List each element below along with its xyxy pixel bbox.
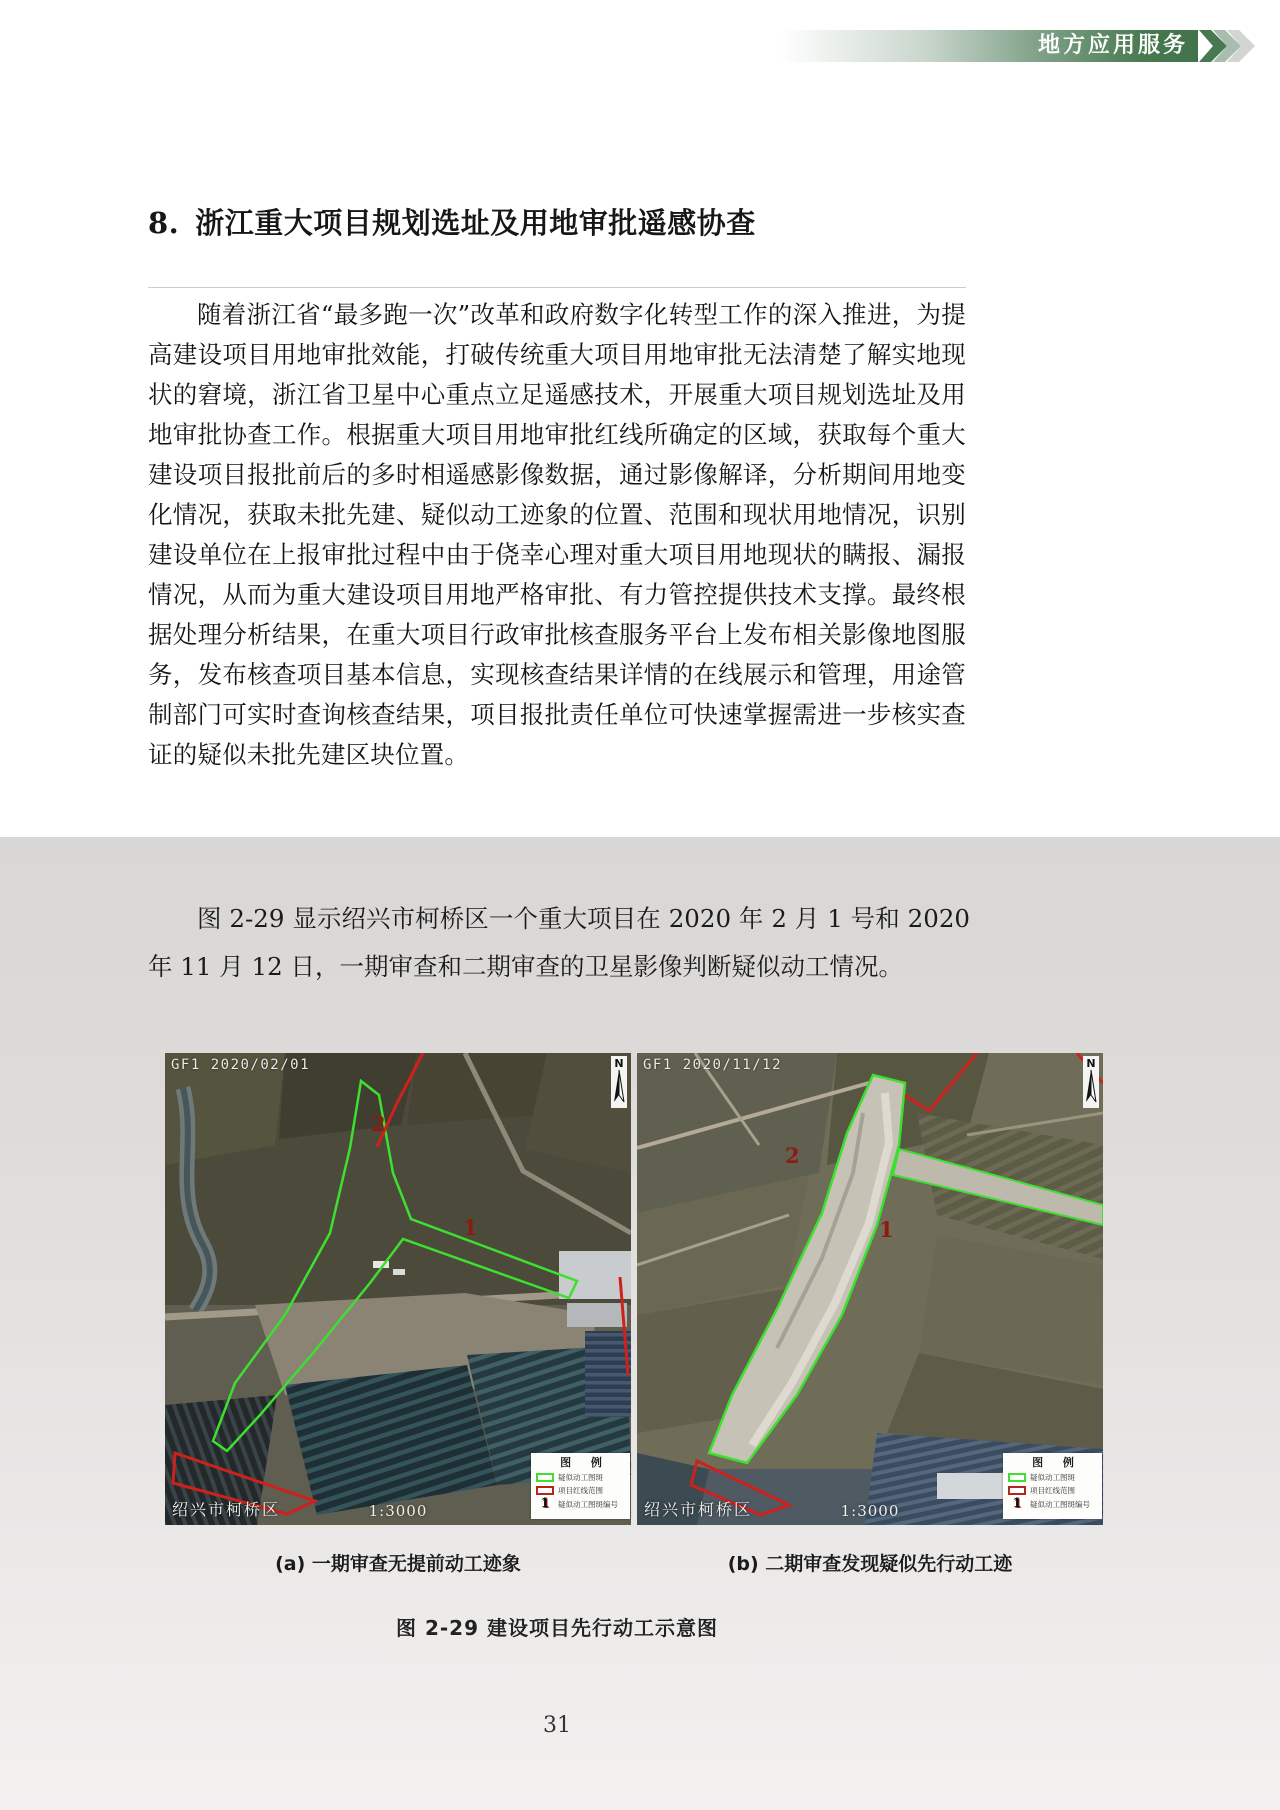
section-number: 8.	[148, 206, 180, 240]
suspect-marker-2: 2	[371, 1111, 386, 1136]
header-banner-label: 地方应用服务	[1037, 33, 1188, 58]
figure-intro-paragraph: 图 2-29 显示绍兴市柯桥区一个重大项目在 2020 年 2 月 1 号和 2020 年 11 月 12 日，一期审查和二期审查的卫星影像判断疑似动工情况。	[148, 904, 970, 981]
north-arrow-icon	[611, 1056, 627, 1108]
scale-label: 1:3000	[840, 1502, 900, 1520]
number-marker-icon: 1	[540, 1496, 550, 1511]
green-swatch-icon	[536, 1473, 554, 1482]
legend-item-redline: 项目红线范围	[536, 1485, 626, 1496]
figure-band	[0, 837, 1280, 1810]
section-title-text: 浙江重大项目规划选址及用地审批遥感协查	[195, 206, 756, 240]
green-swatch-icon	[1008, 1473, 1026, 1482]
red-swatch-icon	[1008, 1486, 1026, 1495]
north-arrow-icon	[1083, 1056, 1099, 1108]
red-swatch-icon	[536, 1486, 554, 1495]
satellite-panel-b	[637, 1053, 1103, 1525]
sensor-date-label: GF1 2020/02/01	[171, 1057, 311, 1073]
panel-b-caption: (b) 二期审查发现疑似先行动工迹	[727, 1553, 1013, 1575]
suspect-marker-2: 2	[785, 1143, 800, 1168]
body-paragraph: 随着浙江省“最多跑一次”改革和政府数字化转型工作的深入推进，为提高建设项目用地审批效能，打破传统重大项目用地审批无法清楚了解实地现状的窘境，浙江省卫星中心重点立足遥感技术，开展重大项目规划选址及用地审批协查工作。根据重大项目用地审批红线所确定的区域，获取每个重大建设项目报批前后的多时相遥感影像数据，通过影像解译，分析期间用地变化情况，获取未批先建、疑似动工迹象的位置、范围和现状用地情况，识别建设单位在上报审批过程中由于侥幸心理对重大项目用地现状的瞒报、漏报情况，从而为重大建设项目用地严格审批、有力管控提供技术支撑。最终根据处理分析结果，在重大项目行政审批核查服务平台上发布相关影像地图服务，发布核查项目基本信息，实现核查结果详情的在线展示和管理，用途管制部门可实时查询核查结果，项目报批责任单位可快速掌握需进一步核实查证的疑似未批先建区块位置。	[148, 300, 966, 769]
figure-caption: 图 2-29 建设项目先行动工示意图	[396, 1616, 718, 1640]
legend-item-suspect-area: 疑似动工图斑	[1008, 1472, 1098, 1483]
legend-title: 图 例	[1032, 1456, 1082, 1469]
place-label: 绍兴市柯桥区	[172, 1500, 281, 1519]
place-label: 绍兴市柯桥区	[644, 1500, 753, 1519]
scale-label: 1:3000	[368, 1502, 428, 1520]
title-divider	[148, 287, 966, 288]
satellite-panel-a	[165, 1053, 631, 1525]
map-legend	[1003, 1453, 1102, 1519]
map-legend	[531, 1453, 630, 1519]
suspect-marker-1: 1	[879, 1217, 894, 1242]
page-number: 31	[543, 1713, 571, 1738]
svg-text:N: N	[614, 1057, 624, 1070]
legend-item-redline: 项目红线范围	[1008, 1485, 1098, 1496]
svg-text:N: N	[1086, 1057, 1096, 1070]
section-title	[148, 203, 966, 243]
content-column	[148, 0, 966, 775]
chevron-arrows-icon	[1199, 30, 1255, 62]
legend-item-marker-number: 1 疑似动工图斑编号	[536, 1499, 626, 1510]
number-marker-icon: 1	[1012, 1496, 1022, 1511]
panel-a-caption: (a) 一期审查无提前动工迹象	[275, 1553, 521, 1575]
legend-item-suspect-area: 疑似动工图斑	[536, 1472, 626, 1483]
legend-item-marker-number: 1 疑似动工图斑编号	[1008, 1499, 1098, 1510]
suspect-marker-1: 1	[463, 1215, 478, 1240]
legend-title: 图 例	[560, 1456, 610, 1469]
sensor-date-label: GF1 2020/11/12	[643, 1057, 783, 1073]
